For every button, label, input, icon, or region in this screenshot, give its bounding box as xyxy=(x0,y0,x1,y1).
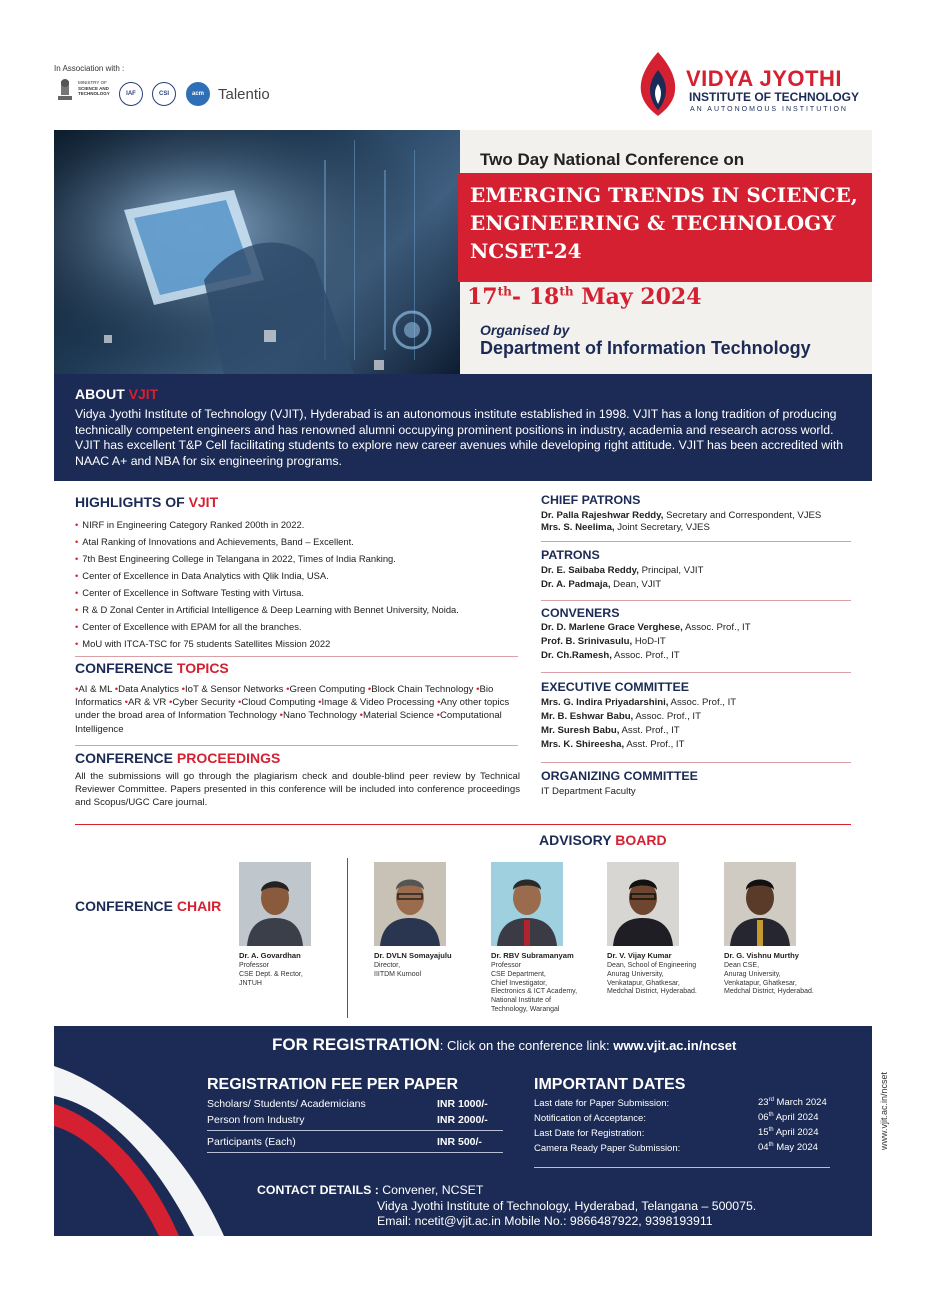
ministry-label: MINISTRY OF SCIENCE AND TECHNOLOGY xyxy=(78,80,110,96)
divider xyxy=(534,1167,830,1168)
goi-emblem xyxy=(54,78,76,106)
divider xyxy=(207,1130,503,1131)
person-name: Dr. A. Govardhan xyxy=(239,951,301,960)
side-website-url: www.vjit.ac.in/ncset xyxy=(879,1071,889,1150)
person-name: Dr. RBV Subramanyam xyxy=(491,951,574,960)
contact-details: CONTACT DETAILS : Convener, NCSET Vidya Jyothi Institute of Technology, Hyderabad, Telangana – 500075. Email: ncetit@vjit.ac.in Mobile No.: 9866487922, 9398193911 xyxy=(257,1183,757,1228)
chief-patron-line: Mrs. S. Neelima, Joint Secretary, VJES xyxy=(541,522,710,533)
topics-list: •AI & ML •Data Analytics •IoT & Sensor Networks •Green Computing •Block Chain Technology •Bio Informatics •AR & VR •Cyber Security •Cloud Computing •Image & Video Processing •Any other topics under the broad area of Information Technology •Nano Technology •Material Science •Computational Intelligence xyxy=(75,684,510,735)
conference-title-line-2: ENGINEERING & TECHNOLOGY xyxy=(470,211,836,235)
date-label: Camera Ready Paper Submission: xyxy=(534,1143,681,1154)
person-photo xyxy=(239,862,311,946)
fee-label: Participants (Each) xyxy=(207,1136,296,1148)
divider xyxy=(541,541,851,542)
date-value: 15th April 2024 xyxy=(758,1127,819,1139)
convener-line: Dr. D. Marlene Grace Verghese, Assoc. Prof., IT xyxy=(541,622,751,633)
chief-patron-line: Dr. Palla Rajeshwar Reddy, Secretary and Correspondent, VJES xyxy=(541,510,822,521)
topic-item: IoT & Sensor Networks xyxy=(184,684,284,695)
partner-logo-acm: acm xyxy=(186,82,210,106)
person-description: Dean, School of Engineering Anurag University, Venkatapur, Ghatkesar, Medchal District, Hyderabad. xyxy=(607,962,697,996)
proceedings-heading: CONFERENCE PROCEEDINGS xyxy=(75,750,281,766)
topic-item: Cyber Security xyxy=(172,697,236,709)
divider xyxy=(75,656,518,657)
fee-amount: INR 1000/- xyxy=(437,1098,488,1110)
divider xyxy=(207,1152,503,1153)
topic-item: Image & Video Processing xyxy=(321,697,435,709)
executive-line: Mr. B. Eshwar Babu, Assoc. Prof., IT xyxy=(541,711,701,722)
vertical-divider xyxy=(347,858,348,1018)
executive-line: Mr. Suresh Babu, Asst. Prof., IT xyxy=(541,725,680,736)
divider xyxy=(541,672,851,673)
person-name: Dr. V. Vijay Kumar xyxy=(607,951,672,960)
person-photo xyxy=(724,862,796,946)
conference-title-line-3: NCSET-24 xyxy=(470,239,582,263)
topic-item: AI & ML xyxy=(78,684,113,695)
list-item: • Center of Excellence in Software Testing with Virtusa. xyxy=(75,584,525,601)
vjit-flame-logo xyxy=(634,50,682,118)
registration-link[interactable]: www.vjit.ac.in/ncset xyxy=(613,1038,737,1053)
person-photo xyxy=(607,862,679,946)
decorative-swoosh xyxy=(54,1026,284,1236)
list-item: • R & D Zonal Center in Artificial Intelligence & Deep Learning with Bennet University, Noida. xyxy=(75,601,525,618)
date-value: 04th May 2024 xyxy=(758,1142,818,1154)
divider xyxy=(75,745,518,746)
advisory-board-heading: ADVISORY BOARD xyxy=(539,832,667,848)
date-label: Last date for Paper Submission: xyxy=(534,1098,670,1109)
conveners-heading: CONVENERS xyxy=(541,606,620,620)
person-description: Professor CSE Department, Chief Investigator, Electronics & ICT Academy, National Institute of Technology, Warangal xyxy=(491,962,578,1013)
list-item: • NIRF in Engineering Category Ranked 200th in 2022. xyxy=(75,516,525,533)
topic-item: Material Science xyxy=(363,710,434,722)
topic-item: Any other topics under the broad area of Information Technology xyxy=(75,697,510,722)
topic-item: Cloud Computing xyxy=(241,697,316,709)
person-description: Professor CSE Dept. & Rector, JNTUH xyxy=(239,962,303,987)
topic-item: Computational Intelligence xyxy=(75,710,502,735)
executive-line: Mrs. G. Indira Priyadarshini, Assoc. Prof., IT xyxy=(541,697,737,708)
person-description: Director, IIITDM Kurnool xyxy=(374,962,422,978)
patron-line: Dr. E. Saibaba Reddy, Principal, VJIT xyxy=(541,565,704,576)
person-description: Dean CSE, Anurag University, Venkatapur, Ghatkesar, Medchal District, Hyderabad. xyxy=(724,962,814,996)
fee-amount: INR 500/- xyxy=(437,1136,482,1148)
divider xyxy=(541,600,851,601)
list-item: • Center of Excellence with EPAM for all the branches. xyxy=(75,618,525,635)
list-item: • Center of Excellence in Data Analytics with Qlik India, USA. xyxy=(75,567,525,584)
conference-dates: 17th- 18th May 2024 xyxy=(467,284,702,310)
hero-tech-image xyxy=(54,130,460,374)
proceedings-text: All the submissions will go through the plagiarism check and double-blind peer review by Technical Reviewer Committee. Papers presented in this conference will be included into conference proceedings and Scopus/UGC Care journal. xyxy=(75,771,520,808)
topic-item: Data Analytics xyxy=(118,684,179,695)
organizing-line: IT Department Faculty xyxy=(541,786,636,797)
fee-label: Person from Industry xyxy=(207,1114,305,1126)
partner-talentio: Talentio xyxy=(218,86,270,103)
topic-item: Nano Technology xyxy=(283,710,357,722)
convener-line: Dr. Ch.Ramesh, Assoc. Prof., IT xyxy=(541,650,680,661)
topic-item: Bio Informatics xyxy=(75,684,494,709)
highlights-list xyxy=(75,516,525,652)
person-photo xyxy=(491,862,563,946)
date-label: Last Date for Registration: xyxy=(534,1128,645,1139)
topic-item: Block Chain Technology xyxy=(371,684,474,695)
conference-title-line-1: EMERGING TRENDS IN SCIENCE, xyxy=(470,183,858,207)
conference-lead: Two Day National Conference on xyxy=(480,150,745,169)
organised-by-label: Organised by xyxy=(480,322,570,338)
fee-amount: INR 2000/- xyxy=(437,1114,488,1126)
fee-label: Scholars/ Students/ Academicians xyxy=(207,1098,366,1110)
person-name: Dr. DVLN Somayajulu xyxy=(374,951,452,960)
list-item: • Atal Ranking of Innovations and Achievements, Band – Excellent. xyxy=(75,533,525,550)
list-item: • MoU with ITCA-TSC for 75 students Satellites Mission 2022 xyxy=(75,635,525,652)
about-heading: ABOUT VJIT xyxy=(75,386,159,402)
topic-item: AR & VR xyxy=(127,697,167,709)
chief-patrons-heading: CHIEF PATRONS xyxy=(541,493,641,507)
divider xyxy=(541,762,851,763)
important-dates-heading: IMPORTANT DATES xyxy=(534,1076,686,1093)
date-value: 06th April 2024 xyxy=(758,1112,819,1124)
patrons-heading: PATRONS xyxy=(541,548,600,562)
convener-line: Prof. B. Srinivasulu, HoD-IT xyxy=(541,636,666,647)
institute-tagline: AN AUTONOMOUS INSTITUTION xyxy=(690,106,848,113)
association-label: In Association with : xyxy=(54,64,125,73)
registration-line: FOR REGISTRATION: Click on the conference link: www.vjit.ac.in/ncset xyxy=(272,1035,737,1054)
fee-heading: REGISTRATION FEE PER PAPER xyxy=(207,1076,458,1093)
list-item: • 7th Best Engineering College in Telangana in 2022, Times of India Ranking. xyxy=(75,550,525,567)
about-text: Vidya Jyothi Institute of Technology (VJIT), Hyderabad is an autonomous institute established in 1998. VJIT has a long tradition of producing technically competent engineers and has renowned alumni occupying prominent positions in industry, academia and research across world. VJIT has excellent T&P Cell facilitating students to explore new career avenues while developing right attitude. VJIT has been accredited with NAAC A+ and NBA for six engineering programs. xyxy=(75,407,844,468)
section-divider xyxy=(75,824,851,825)
person-photo xyxy=(374,862,446,946)
topics-heading: CONFERENCE TOPICS xyxy=(75,660,229,676)
executive-line: Mrs. K. Shireesha, Asst. Prof., IT xyxy=(541,739,685,750)
patron-line: Dr. A. Padmaja, Dean, VJIT xyxy=(541,579,662,590)
institute-subtitle: INSTITUTE OF TECHNOLOGY xyxy=(689,90,859,104)
topic-item: Green Computing xyxy=(289,684,366,695)
institute-name: VIDYA JYOTHI xyxy=(686,66,842,91)
conference-chair-heading: CONFERENCE CHAIR xyxy=(75,898,222,914)
person-name: Dr. G. Vishnu Murthy xyxy=(724,951,799,960)
date-label: Notification of Acceptance: xyxy=(534,1113,646,1124)
organising-department: Department of Information Technology xyxy=(480,338,811,358)
partner-logo-csi: CSI xyxy=(152,82,176,106)
executive-committee-heading: EXECUTIVE COMMITTEE xyxy=(541,680,690,694)
organizing-committee-heading: ORGANIZING COMMITTEE xyxy=(541,769,698,783)
partner-logo-iaf: IAF xyxy=(119,82,143,106)
highlights-heading: HIGHLIGHTS OF VJIT xyxy=(75,494,219,510)
date-value: 23rd March 2024 xyxy=(758,1097,827,1109)
